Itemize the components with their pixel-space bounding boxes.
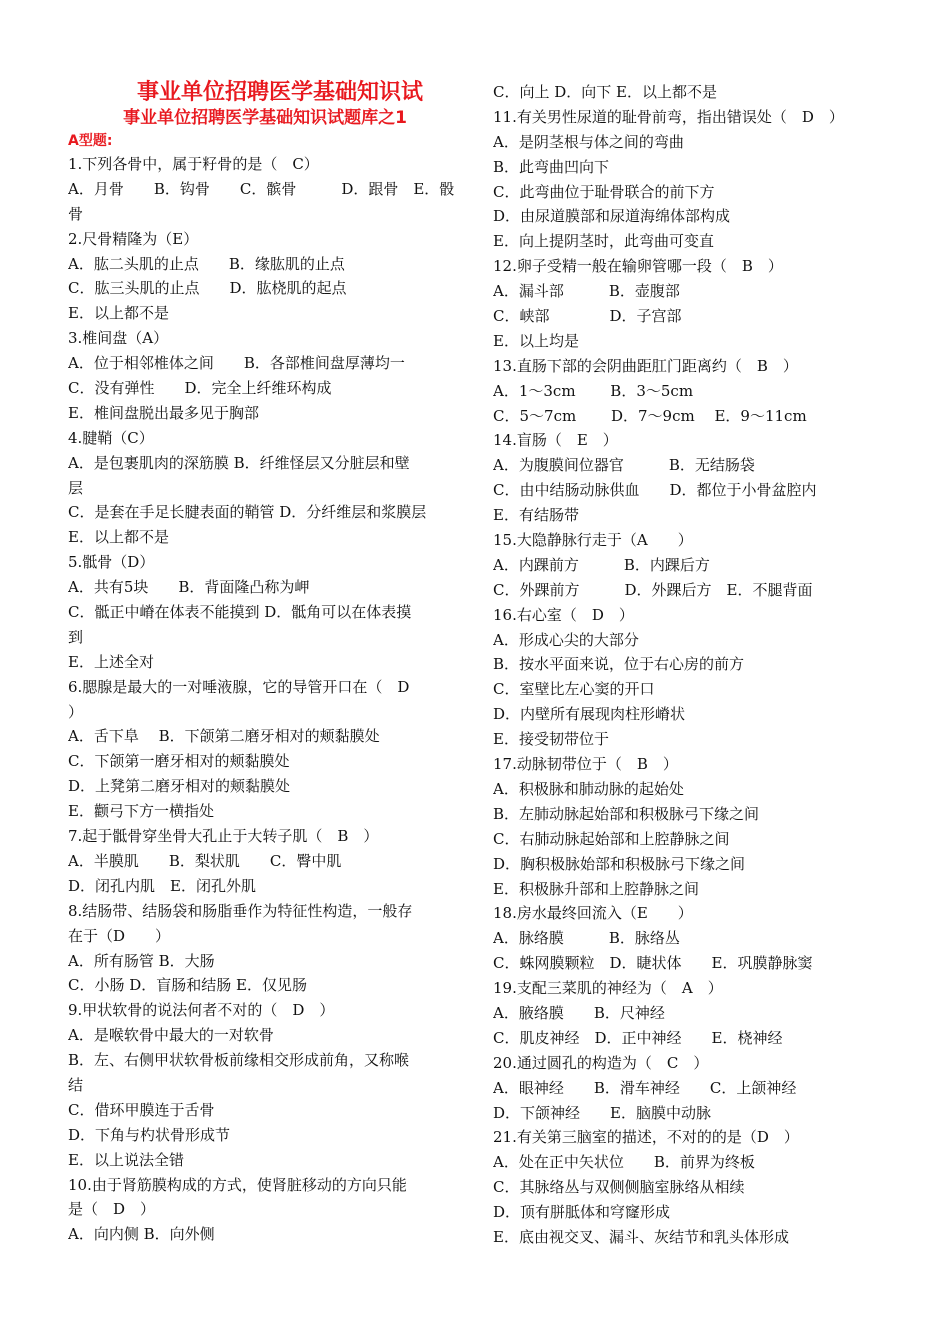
question-line: E．以上说法全错 <box>68 1150 184 1169</box>
document-title: 事业单位招聘医学基础知识试 <box>136 80 423 105</box>
question-line: A．半膜肌 B．梨状肌 C．臀中肌 <box>68 851 342 870</box>
question-line: 14.盲肠（ E ） <box>493 431 618 450</box>
question-line: 15.大隐静脉行走于（A ） <box>493 531 693 550</box>
question-line: C．肱三头肌的止点 D．肱桡肌的起点 <box>68 279 347 298</box>
question-line: E．有结肠带 <box>493 506 579 525</box>
question-line: A．脉络膜 B．脉络丛 <box>493 929 680 948</box>
question-line: E．底由视交叉、漏斗、灰结节和乳头体形成 <box>493 1227 789 1246</box>
question-line: E．向上提阴茎时，此弯曲可变直 <box>493 232 714 251</box>
question-line: E．接受韧带位于 <box>493 730 609 749</box>
question-line: A．月骨 B．钩骨 C．髌骨 D．跟骨 E．骰 <box>68 179 455 198</box>
question-line: 6.腮腺是最大的一对唾液腺，它的导管开口在（ D <box>68 677 410 696</box>
question-line: C．骶正中嵴在体表不能摸到 D．骶角可以在体表摸 <box>68 603 412 622</box>
question-line: D．闭孔内肌 E．闭孔外肌 <box>68 876 256 895</box>
question-line: C．其脉络丛与双侧侧脑室脉络从相续 <box>493 1178 745 1197</box>
question-line: 骨 <box>68 204 84 223</box>
question-line: 到 <box>68 627 84 646</box>
question-line: D．内壁所有展现肉柱形嵴状 <box>493 705 686 724</box>
question-line: C．是套在手足长腱表面的鞘管 D．分纤维层和浆膜层 <box>68 503 427 522</box>
question-line: C．没有弹性 D．完全上纤维环构成 <box>68 379 332 398</box>
section-label: A型题: <box>68 133 113 149</box>
question-line: A．共有5块 B．背面隆凸称为岬 <box>68 578 310 597</box>
left-column <box>68 80 462 1247</box>
question-line: E．颧弓下方一横指处 <box>68 802 214 821</box>
question-line: 4.腱鞘（C） <box>68 428 154 447</box>
question-line: 是（ D ） <box>68 1200 156 1219</box>
question-line: 2.尺骨精隆为（E） <box>68 229 199 248</box>
question-line: 21.有关第三脑室的描述，不对的的是（D ） <box>493 1128 799 1147</box>
question-line: A．形成心尖的大部分 <box>493 630 639 649</box>
question-line: C．5～7cm D．7～9cm E．9～11cm <box>493 406 807 425</box>
question-line: C．蛛网膜颗粒 D．睫状体 E．巩膜静脉窦 <box>493 954 813 973</box>
question-line: 13.直肠下部的会阴曲距肛门距离约（ B ） <box>493 356 798 375</box>
question-line: A．内踝前方 B．内踝后方 <box>493 555 710 574</box>
question-line: E．以上都不是 <box>68 528 169 547</box>
question-line: A．腋络膜 B．尺神经 <box>493 1003 665 1022</box>
question-line: 结 <box>68 1075 84 1094</box>
question-line: A．是包裹肌肉的深筋膜 B．纤维怪层又分脏层和壁 <box>68 453 410 472</box>
question-line: E．上述全对 <box>68 652 154 671</box>
question-line: 在于（D ） <box>68 926 171 945</box>
question-line: E．积极脉升部和上腔静脉之间 <box>493 879 699 898</box>
question-line: A．眼神经 B．滑车神经 C．上颌神经 <box>493 1078 797 1097</box>
question-line: D．胸积极脉始部和积极脉弓下缘之间 <box>493 854 746 873</box>
question-line: C．室壁比左心窦的开口 <box>493 680 655 699</box>
question-line: 19.支配三菜肌的神经为（ A ） <box>493 979 723 998</box>
question-line: 10.由于肾筋膜构成的方式，使肾脏移动的方向只能 <box>68 1175 407 1194</box>
question-line: E．以上都不是 <box>68 304 169 323</box>
question-line: C．小肠 D．盲肠和结肠 E．仅见肠 <box>68 976 307 995</box>
question-line: E．椎间盘脱出最多见于胸部 <box>68 403 259 422</box>
question-line: D．下颌神经 E．脑膜中动脉 <box>493 1103 711 1122</box>
question-line: C．借环甲膜连于舌骨 <box>68 1100 215 1119</box>
question-line: D．顶有胼胝体和穹窿形成 <box>493 1203 671 1222</box>
question-line: C．右肺动脉起始部和上腔静脉之间 <box>493 829 730 848</box>
question-line: C．肌皮神经 D．正中神经 E．桡神经 <box>493 1028 783 1047</box>
question-line: B．左、右侧甲状软骨板前缘相交形成前角，又称喉 <box>68 1051 410 1070</box>
question-line: D．上凳第二磨牙相对的颊黏膜处 <box>68 777 291 796</box>
question-line: C．外踝前方 D．外踝后方 E．不腿背面 <box>493 580 813 599</box>
right-question-list <box>493 80 877 1250</box>
question-line: 8.结肠带、结肠袋和肠脂垂作为特征性构造，一般存 <box>68 901 413 920</box>
document-subtitle: 事业单位招聘医学基础知识试题库之1 <box>123 108 407 128</box>
question-line: 16.右心室（ D ） <box>493 605 634 624</box>
question-line: A．为腹膜间位器官 B．无结肠袋 <box>493 456 755 475</box>
question-line: A．位于相邻椎体之间 B．各部椎间盘厚薄均一 <box>68 354 405 373</box>
question-line: 3.椎间盘（A） <box>68 329 169 348</box>
question-line: A．是阴茎根与体之间的弯曲 <box>493 132 684 151</box>
left-question-list <box>68 152 462 1247</box>
question-line: C．向上 D．向下 E．以上都不是 <box>493 83 717 101</box>
question-line: B．按水平面来说，位于右心房的前方 <box>493 655 745 674</box>
question-line: C．由中结肠动脉供血 D．都位于小骨盆腔内 <box>493 481 817 500</box>
question-line: 12.卵子受精一般在输卵管哪一段（ B ） <box>493 257 783 276</box>
question-line: 层 <box>68 478 84 497</box>
question-line: A．处在正中矢状位 B．前界为终板 <box>493 1153 755 1172</box>
question-line: D．由尿道膜部和尿道海绵体部构成 <box>493 207 731 226</box>
question-line: A．漏斗部 B．壶腹部 <box>493 282 680 301</box>
question-line: 17.动脉韧带位于（ B ） <box>493 755 678 774</box>
question-line: 11.有关男性尿道的耻骨前弯，指出错误处（ D ） <box>493 107 844 126</box>
question-line: 18.房水最终回流入（E ） <box>493 904 693 923</box>
right-column <box>493 80 877 1250</box>
question-line: A．所有肠管 B．大肠 <box>68 951 215 970</box>
question-line: A．是喉软骨中最大的一对软骨 <box>68 1026 274 1045</box>
question-line: ） <box>68 702 84 721</box>
question-line: 5.骶骨（D） <box>68 553 155 572</box>
question-line: C．峡部 D．子宫部 <box>493 307 682 326</box>
question-line: D．下角与杓状骨形成节 <box>68 1125 231 1144</box>
question-line: B．左肺动脉起始部和积极脉弓下缘之间 <box>493 804 760 823</box>
question-line: 9.甲状软骨的说法何者不对的（ D ） <box>68 1001 335 1020</box>
question-line: C．此弯曲位于耻骨联合的前下方 <box>493 182 715 201</box>
question-line: 20.通过圆孔的构造为（ C ） <box>493 1053 709 1072</box>
question-line: A．舌下阜 B．下颌第二磨牙相对的颊黏膜处 <box>68 727 380 746</box>
question-line: A．向内侧 B．向外侧 <box>68 1225 215 1244</box>
question-line: 7.起于骶骨穿坐骨大孔止于大转子肌（ B ） <box>68 827 379 846</box>
question-line: A．积极脉和肺动脉的起始处 <box>493 779 684 798</box>
question-line: C．下颌第一磨牙相对的颊黏膜处 <box>68 752 290 771</box>
question-line: E．以上均是 <box>493 331 579 350</box>
question-line: A．1～3cm B．3～5cm <box>493 381 694 400</box>
question-line: B．此弯曲凹向下 <box>493 157 610 176</box>
question-line: 1.下列各骨中，属于籽骨的是（ C） <box>68 155 319 173</box>
question-line: A．肱二头肌的止点 B．缘肱肌的止点 <box>68 254 345 273</box>
